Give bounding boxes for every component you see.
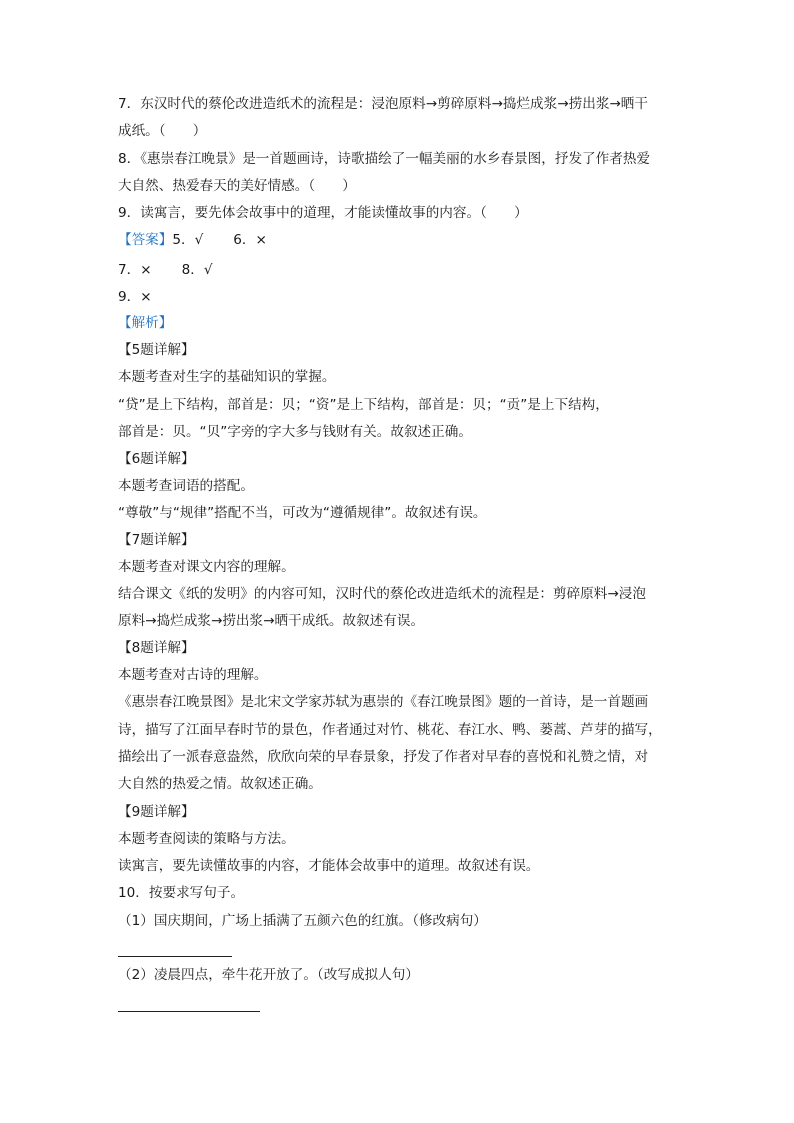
section-9-line: 读寓言，要先读懂故事的内容，才能体会故事中的道理。故叙述有误。 xyxy=(118,858,540,874)
answer-label: 【答案】 xyxy=(118,232,173,248)
question-10-title: 10．按要求写句子。 xyxy=(118,885,245,901)
answer-blank-line-1 xyxy=(118,956,232,957)
question-10-part-1: （1）国庆期间，广场上插满了五颜六色的红旗。（修改病句） xyxy=(118,913,487,929)
question-9: 9．读寓言，要先体会故事中的道理，才能读懂故事的内容。（ ） xyxy=(118,205,528,221)
section-6-heading: 【6题详解】 xyxy=(118,451,195,467)
answer-7: 7．× xyxy=(118,262,152,278)
answer-6: 6．× xyxy=(233,232,267,248)
question-7-line-1: 7．东汉时代的蔡伦改进造纸术的流程是：浸泡原料→剪碎原料→捣烂成浆→捞出浆→晒干 xyxy=(118,96,648,112)
answer-9: 9．× xyxy=(118,289,152,305)
section-8-line: 描绘出了一派春意盎然，欣欣向荣的早春景象，抒发了作者对早春的喜悦和礼赞之情，对 xyxy=(118,749,649,765)
answer-5: 5．√ xyxy=(172,232,204,248)
section-5-heading: 【5题详解】 xyxy=(118,342,195,358)
section-9-line: 本题考查阅读的策略与方法。 xyxy=(118,831,295,847)
answer-row-2 xyxy=(118,260,678,280)
analysis-label: 【解析】 xyxy=(118,315,173,331)
section-8-heading: 【8题详解】 xyxy=(118,640,195,656)
section-6-line: 本题考查词语的搭配。 xyxy=(118,478,254,494)
section-7-line: 本题考查对课文内容的理解。 xyxy=(118,559,295,575)
section-8-line: 《惠崇春江晚景图》是北宋文学家苏轼为惠崇的《春江晚景图》题的一首诗，是一首题画 xyxy=(118,694,649,710)
section-8-line: 本题考查对古诗的理解。 xyxy=(118,667,268,683)
section-7-line: 结合课文《纸的发明》的内容可知，汉时代的蔡伦改进造纸术的流程是：剪碎原料→浸泡 xyxy=(118,586,646,602)
question-7-line-2: 成纸。（ ） xyxy=(118,123,207,139)
section-8-line: 大自然的热爱之情。故叙述正确。 xyxy=(118,776,322,792)
section-7-heading: 【7题详解】 xyxy=(118,532,195,548)
section-8-line: 诗，描写了江面早春时节的景色，作者通过对竹、桃花、春江水、鸭、蒌蒿、芦芽的描写， xyxy=(118,722,662,738)
section-7-line: 原料→捣烂成浆→捞出浆→晒干成纸。故叙述有误。 xyxy=(118,613,425,629)
section-9-heading: 【9题详解】 xyxy=(118,804,195,820)
section-6-line: “尊敬”与“规律”搭配不当，可改为“遵循规律”。故叙述有误。 xyxy=(118,505,487,521)
section-5-line: “贷”是上下结构，部首是：贝；“资”是上下结构，部首是：贝；“贡”是上下结构， xyxy=(118,397,609,413)
answer-row-1 xyxy=(118,230,678,250)
section-5-line: 部首是：贝。“贝”字旁的字大多与钱财有关。故叙述正确。 xyxy=(118,424,472,440)
answer-8: 8．√ xyxy=(181,262,213,278)
question-10-part-2: （2）凌晨四点，牵牛花开放了。（改写成拟人句） xyxy=(118,967,419,983)
section-5-line: 本题考查对生字的基础知识的掌握。 xyxy=(118,369,336,385)
question-8-line-2: 大自然、热爱春天的美好情感。（ ） xyxy=(118,178,356,194)
question-8-line-1: 8．《惠崇春江晚景》是一首题画诗，诗歌描绘了一幅美丽的水乡春景图，抒发了作者热爱 xyxy=(118,151,651,167)
answer-blank-line-2 xyxy=(118,1011,260,1012)
